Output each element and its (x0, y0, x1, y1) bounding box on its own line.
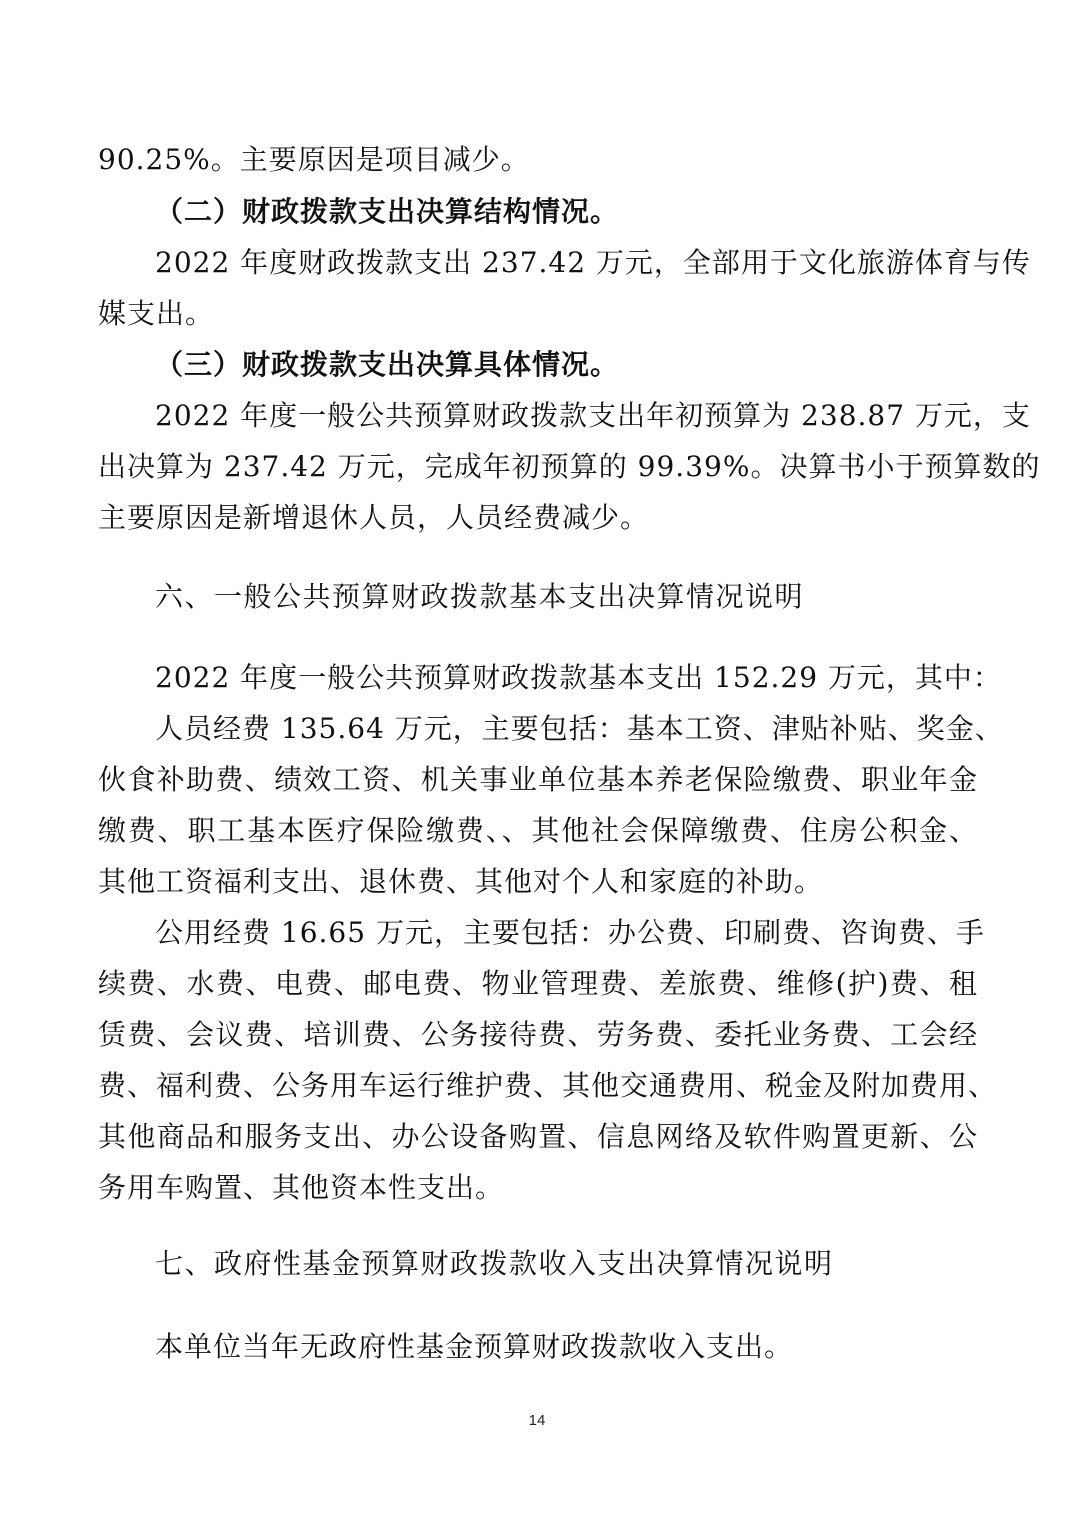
paragraph-line: 务用车购置、其他资本性支出。 (98, 1171, 505, 1204)
paragraph-line: 主要原因是新增退休人员，人员经费减少。 (98, 501, 650, 534)
paragraph-line: 人员经费 135.64 万元，主要包括：基本工资、津贴补贴、奖金、 (155, 712, 1004, 745)
paragraph-line: 媒支出。 (98, 297, 215, 330)
paragraph-line: 缴费、职工基本医疗保险缴费、、其他社会保障缴费、住房公积金、 (98, 814, 978, 847)
paragraph-line: 费、福利费、公务用车运行维护费、其他交通费用、税金及附加费用、 (98, 1069, 998, 1102)
paragraph-line: 续费、水费、电费、邮电费、物业管理费、差旅费、维修(护)费、租 (98, 967, 978, 1000)
page-number: 14 (528, 1412, 546, 1429)
paragraph-line: 公用经费 16.65 万元，主要包括：办公费、印刷费、咨询费、手 (155, 916, 985, 949)
section-heading-7: 七、政府性基金预算财政拨款收入支出决算情况说明 (155, 1247, 834, 1280)
paragraph-line: 出决算为 237.42 万元，完成年初预算的 99.39%。决算书小于预算数的 (98, 450, 1041, 483)
paragraph-line: 伙食补助费、绩效工资、机关事业单位基本养老保险缴费、职业年金 (98, 763, 978, 796)
paragraph-line: 2022 年度一般公共预算财政拨款基本支出 152.29 万元，其中： (155, 661, 1002, 694)
paragraph-line: 2022 年度财政拨款支出 237.42 万元，全部用于文化旅游体育与传 (155, 246, 1031, 279)
paragraph-line: 本单位当年无政府性基金预算财政拨款收入支出。 (155, 1330, 794, 1363)
paragraph-line: 其他工资福利支出、退休费、其他对个人和家庭的补助。 (98, 865, 824, 898)
subsection-heading-3: （三）财政拨款支出决算具体情况。 (155, 348, 620, 381)
paragraph-continuation: 90.25%。主要原因是项目减少。 (98, 143, 530, 176)
paragraph-line: 赁费、会议费、培训费、公务接待费、劳务费、委托业务费、工会经 (98, 1018, 978, 1051)
subsection-heading-2: （二）财政拨款支出决算结构情况。 (155, 195, 620, 228)
section-heading-6: 六、一般公共预算财政拨款基本支出决算情况说明 (155, 580, 805, 613)
paragraph-line: 其他商品和服务支出、办公设备购置、信息网络及软件购置更新、公 (98, 1120, 978, 1153)
paragraph-line: 2022 年度一般公共预算财政拨款支出年初预算为 238.87 万元，支 (155, 399, 1031, 432)
